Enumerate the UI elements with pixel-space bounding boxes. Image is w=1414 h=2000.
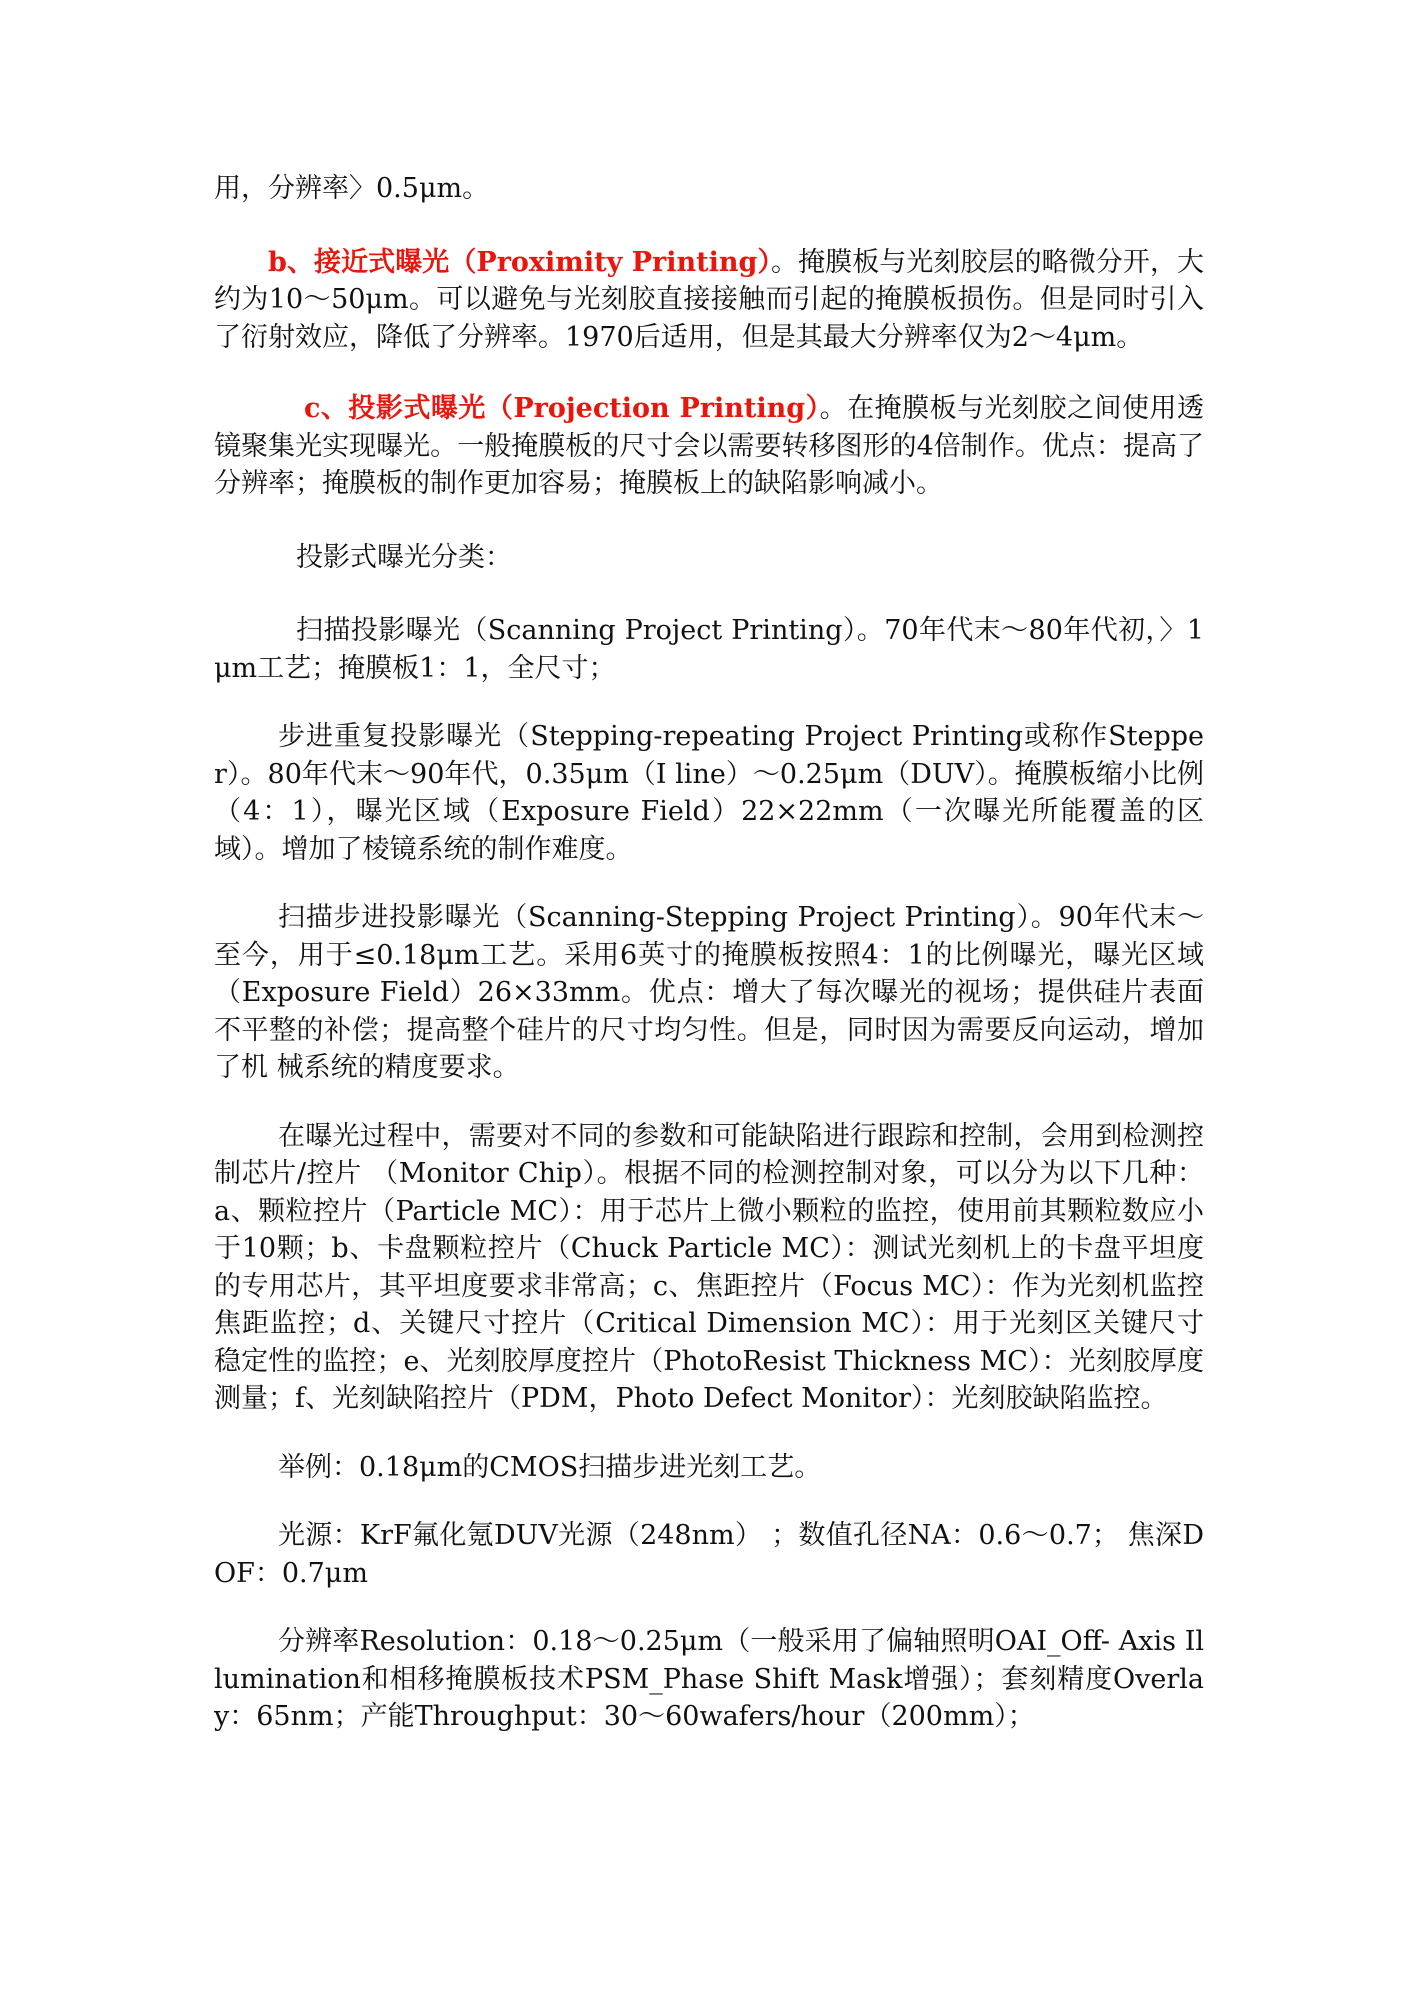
paragraph-proximity-printing <box>214 244 1204 357</box>
paragraph-projection-printing <box>214 390 1204 503</box>
heading-proximity-printing: b、接近式曝光（Proximity Printing） <box>268 246 772 278</box>
projection-printing-text: 。在掩膜板与光刻胶之间使用透镜聚集光实现曝光。一般掩膜板的尺寸会以需要转移图形的4倍制作。优点：提高了分辨率；掩膜板的制作更加容易；掩膜板上的缺陷影响减小。 <box>214 393 1204 499</box>
paragraph-monitor-chip: 在曝光过程中，需要对不同的参数和可能缺陷进行跟踪和控制，会用到检测控制芯片/控片 （Monitor Chip）。根据不同的检测控制对象，可以分为以下几种：a、颗粒控片（Particle MC）：用于芯片上微小颗粒的监控，使用前其颗粒数应小于10颗；b、卡盘颗粒控片（Chuck Particle MC）：测试光刻机上的卡盘平坦度的专用芯片，其平坦度要求非常高；c、焦距控片（Focus MC）：作为光刻机监控焦距监控；d、关键尺寸控片（Critical Dimension MC）：用于光刻区关键尺寸稳定性的监控；e、光刻胶厚度控片（PhotoResist Thickness MC）：光刻胶厚度测量；f、光刻缺陷控片（PDM，Photo Defect Monitor）：光刻胶缺陷监控。 <box>214 1120 1204 1414</box>
document-page <box>214 170 1204 1767</box>
paragraph-light-source: 光源：KrF氟化氪DUV光源（248nm） ；数值孔径NA：0.6～0.7； 焦深DOF：0.7μm <box>214 1520 1204 1589</box>
paragraph-scanning-stepping: 扫描步进投影曝光（Scanning-Stepping Project Printing）。90年代末～至今，用于≤0.18μm工艺。采用6英寸的掩膜板按照4：1的比例曝光，曝光区域（Exposure Field）26×33mm。优点：增大了每次曝光的视场；提供硅片表面不平整的补偿；提高整个硅片的尺寸均匀性。但是，同时因为需要反向运动，增加了机 械系统的精度要求。 <box>214 902 1204 1083</box>
paragraph-stepper: 步进重复投影曝光（Stepping-repeating Project Printing或称作Stepper）。80年代末～90年代，0.35μm（I line）～0.25μm（DUV）。掩膜板缩小比例（4：1），曝光区域（Exposure Field）22×22mm（一次曝光所能覆盖的区域）。增加了棱镜系统的制作难度。 <box>214 721 1204 865</box>
paragraph-resolution-tail: 用，分辨率〉0.5μm。 <box>214 173 490 204</box>
paragraph-scanning-project-printing: 扫描投影曝光（Scanning Project Printing）。70年代末～80年代初，〉1μm工艺；掩膜板1：1，全尺寸； <box>214 615 1204 684</box>
paragraph-projection-classification: 投影式曝光分类： <box>296 541 512 573</box>
proximity-printing-text: 。掩膜板与光刻胶层的略微分开，大约为10～50μm。可以避免与光刻胶直接接触而引起的掩膜板损伤。但是同时引入了衍射效应，降低了分辨率。1970后适用，但是其最大分辨率仅为2～4μm。 <box>214 246 1205 353</box>
heading-projection-printing: c、投影式曝光（Projection Printing） <box>304 393 820 424</box>
paragraph-resolution-overlay: 分辨率Resolution：0.18～0.25μm（一般采用了偏轴照明OAI_Off- Axis Illumination和相移掩膜板技术PSM_Phase Shift Mask增强）；套刻精度Overlay：65nm；产能Throughput：30～60wafers/hour（200mm）； <box>214 1626 1204 1732</box>
paragraph-example: 举例：0.18μm的CMOS扫描步进光刻工艺。 <box>278 1451 822 1483</box>
